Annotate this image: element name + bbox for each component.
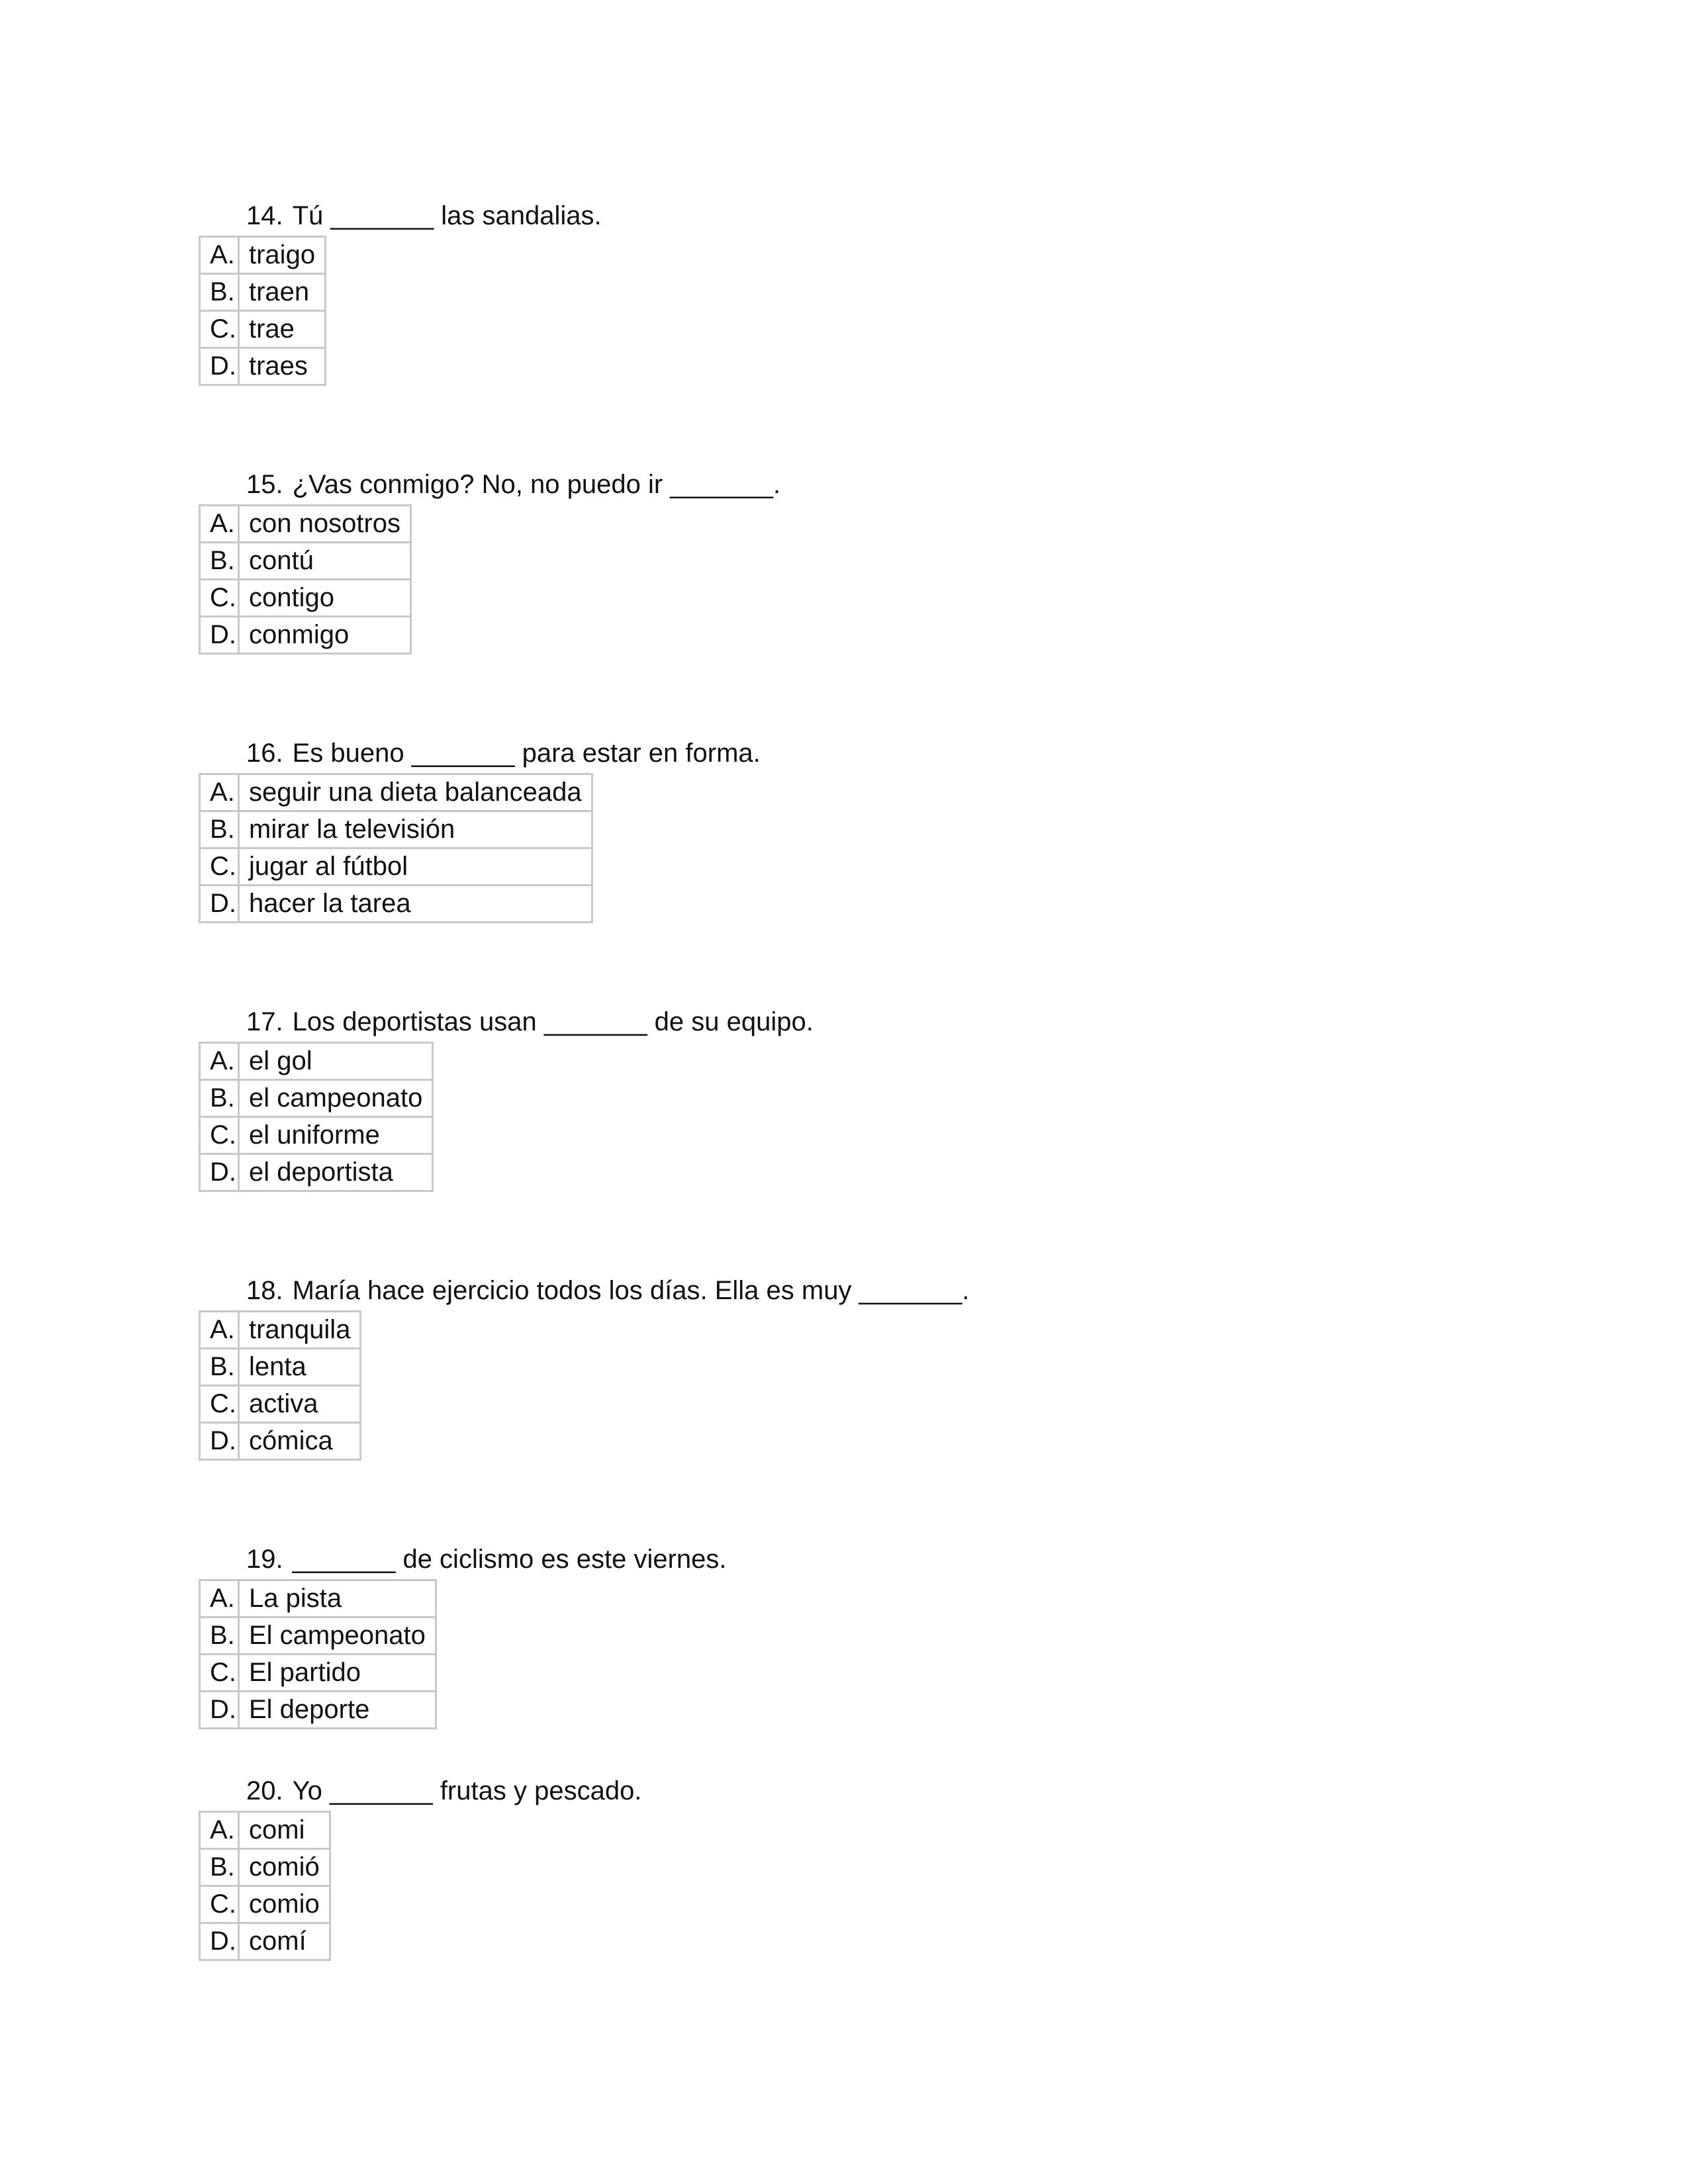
question-prompt-line xyxy=(246,1003,814,1042)
option-letter: A. xyxy=(200,1312,239,1349)
answer-choices-table xyxy=(199,773,593,923)
answer-option[interactable] xyxy=(200,1849,330,1886)
option-letter: A. xyxy=(200,1812,239,1849)
answer-option[interactable] xyxy=(200,348,326,385)
question-prompt: María hace ejercicio todos los días. Ella es muy _______. xyxy=(292,1276,970,1305)
option-letter: D. xyxy=(200,348,239,385)
question-prompt: Es bueno _______ para estar en forma. xyxy=(292,739,761,768)
question-17 xyxy=(199,1003,814,1192)
answer-option[interactable] xyxy=(200,1154,433,1191)
question-prompt-line xyxy=(246,1772,641,1811)
option-text: el uniforme xyxy=(239,1117,433,1154)
option-letter: B. xyxy=(200,811,239,848)
option-text: trae xyxy=(239,311,326,348)
answer-option[interactable] xyxy=(200,237,326,274)
option-letter: A. xyxy=(200,237,239,274)
answer-option[interactable] xyxy=(200,886,592,923)
option-text: mirar la televisión xyxy=(239,811,592,848)
question-prompt: Tú _______ las sandalias. xyxy=(292,201,602,230)
answer-option[interactable] xyxy=(200,1349,361,1386)
question-16 xyxy=(199,734,761,923)
option-text: seguir una dieta balanceada xyxy=(239,774,592,811)
option-text: hacer la tarea xyxy=(239,886,592,923)
answer-option[interactable] xyxy=(200,1617,436,1655)
answer-option[interactable] xyxy=(200,274,326,311)
question-prompt: ¿Vas conmigo? No, no puedo ir _______. xyxy=(292,470,781,499)
option-letter: D. xyxy=(200,1154,239,1191)
question-14 xyxy=(199,197,602,386)
option-letter: A. xyxy=(200,1043,239,1080)
answer-option[interactable] xyxy=(200,506,411,543)
question-number: 16. xyxy=(246,739,283,768)
option-text: La pista xyxy=(239,1580,436,1617)
option-text: comi xyxy=(239,1812,330,1849)
question-prompt-line xyxy=(246,465,780,504)
question-prompt: _______ de ciclismo es este viernes. xyxy=(292,1545,727,1574)
option-letter: B. xyxy=(200,543,239,580)
answer-choices-table xyxy=(199,1042,434,1192)
option-text: El campeonato xyxy=(239,1617,436,1655)
option-letter: C. xyxy=(200,848,239,886)
option-letter: C. xyxy=(200,1386,239,1423)
answer-option[interactable] xyxy=(200,1923,330,1960)
option-text: traes xyxy=(239,348,326,385)
option-text: el deportista xyxy=(239,1154,433,1191)
question-prompt-line xyxy=(246,1540,727,1579)
answer-option[interactable] xyxy=(200,848,592,886)
answer-choices-table xyxy=(199,1579,437,1729)
question-number: 18. xyxy=(246,1276,283,1305)
answer-option[interactable] xyxy=(200,311,326,348)
option-letter: C. xyxy=(200,1886,239,1923)
option-text: tranquila xyxy=(239,1312,361,1349)
option-letter: B. xyxy=(200,1349,239,1386)
option-letter: D. xyxy=(200,1692,239,1729)
option-text: comio xyxy=(239,1886,330,1923)
answer-option[interactable] xyxy=(200,774,592,811)
answer-option[interactable] xyxy=(200,1080,433,1117)
question-prompt: Los deportistas usan _______ de su equipo. xyxy=(292,1007,814,1036)
answer-option[interactable] xyxy=(200,543,411,580)
option-letter: C. xyxy=(200,311,239,348)
option-text: el gol xyxy=(239,1043,433,1080)
option-text: activa xyxy=(239,1386,361,1423)
option-letter: B. xyxy=(200,1080,239,1117)
option-letter: C. xyxy=(200,1655,239,1692)
answer-option[interactable] xyxy=(200,1812,330,1849)
option-text: jugar al fútbol xyxy=(239,848,592,886)
option-letter: D. xyxy=(200,617,239,654)
option-letter: D. xyxy=(200,1423,239,1460)
option-text: el campeonato xyxy=(239,1080,433,1117)
question-19 xyxy=(199,1540,727,1729)
option-letter: A. xyxy=(200,506,239,543)
answer-choices-table xyxy=(199,1811,331,1961)
answer-choices-table xyxy=(199,504,412,655)
answer-option[interactable] xyxy=(200,1043,433,1080)
option-text: contú xyxy=(239,543,411,580)
option-letter: A. xyxy=(200,774,239,811)
option-text: comí xyxy=(239,1923,330,1960)
question-number: 17. xyxy=(246,1007,283,1036)
question-20 xyxy=(199,1772,642,1961)
option-text: cómica xyxy=(239,1423,361,1460)
question-prompt: Yo _______ frutas y pescado. xyxy=(292,1776,642,1805)
answer-option[interactable] xyxy=(200,1580,436,1617)
answer-option[interactable] xyxy=(200,1312,361,1349)
answer-option[interactable] xyxy=(200,1692,436,1729)
option-letter: A. xyxy=(200,1580,239,1617)
option-letter: B. xyxy=(200,1849,239,1886)
question-15 xyxy=(199,465,781,655)
question-prompt-line xyxy=(246,1271,969,1310)
option-text: traen xyxy=(239,274,326,311)
answer-option[interactable] xyxy=(200,580,411,617)
question-number: 14. xyxy=(246,201,283,230)
answer-option[interactable] xyxy=(200,811,592,848)
option-letter: B. xyxy=(200,274,239,311)
answer-choices-table xyxy=(199,1310,361,1461)
answer-option[interactable] xyxy=(200,1386,361,1423)
question-prompt-line xyxy=(246,734,761,773)
option-text: comió xyxy=(239,1849,330,1886)
question-number: 15. xyxy=(246,470,283,499)
option-text: traigo xyxy=(239,237,326,274)
answer-option[interactable] xyxy=(200,1655,436,1692)
question-number: 19. xyxy=(246,1545,283,1574)
option-text: con nosotros xyxy=(239,506,411,543)
option-text: contigo xyxy=(239,580,411,617)
question-number: 20. xyxy=(246,1776,283,1805)
answer-option[interactable] xyxy=(200,1423,361,1460)
option-letter: C. xyxy=(200,1117,239,1154)
answer-option[interactable] xyxy=(200,1886,330,1923)
option-letter: B. xyxy=(200,1617,239,1655)
option-text: conmigo xyxy=(239,617,411,654)
option-text: El deporte xyxy=(239,1692,436,1729)
answer-option[interactable] xyxy=(200,617,411,654)
option-text: lenta xyxy=(239,1349,361,1386)
option-letter: D. xyxy=(200,886,239,923)
answer-choices-table xyxy=(199,236,326,386)
answer-option[interactable] xyxy=(200,1117,433,1154)
option-letter: D. xyxy=(200,1923,239,1960)
option-text: El partido xyxy=(239,1655,436,1692)
question-18 xyxy=(199,1271,970,1461)
option-letter: C. xyxy=(200,580,239,617)
question-prompt-line xyxy=(246,197,602,236)
